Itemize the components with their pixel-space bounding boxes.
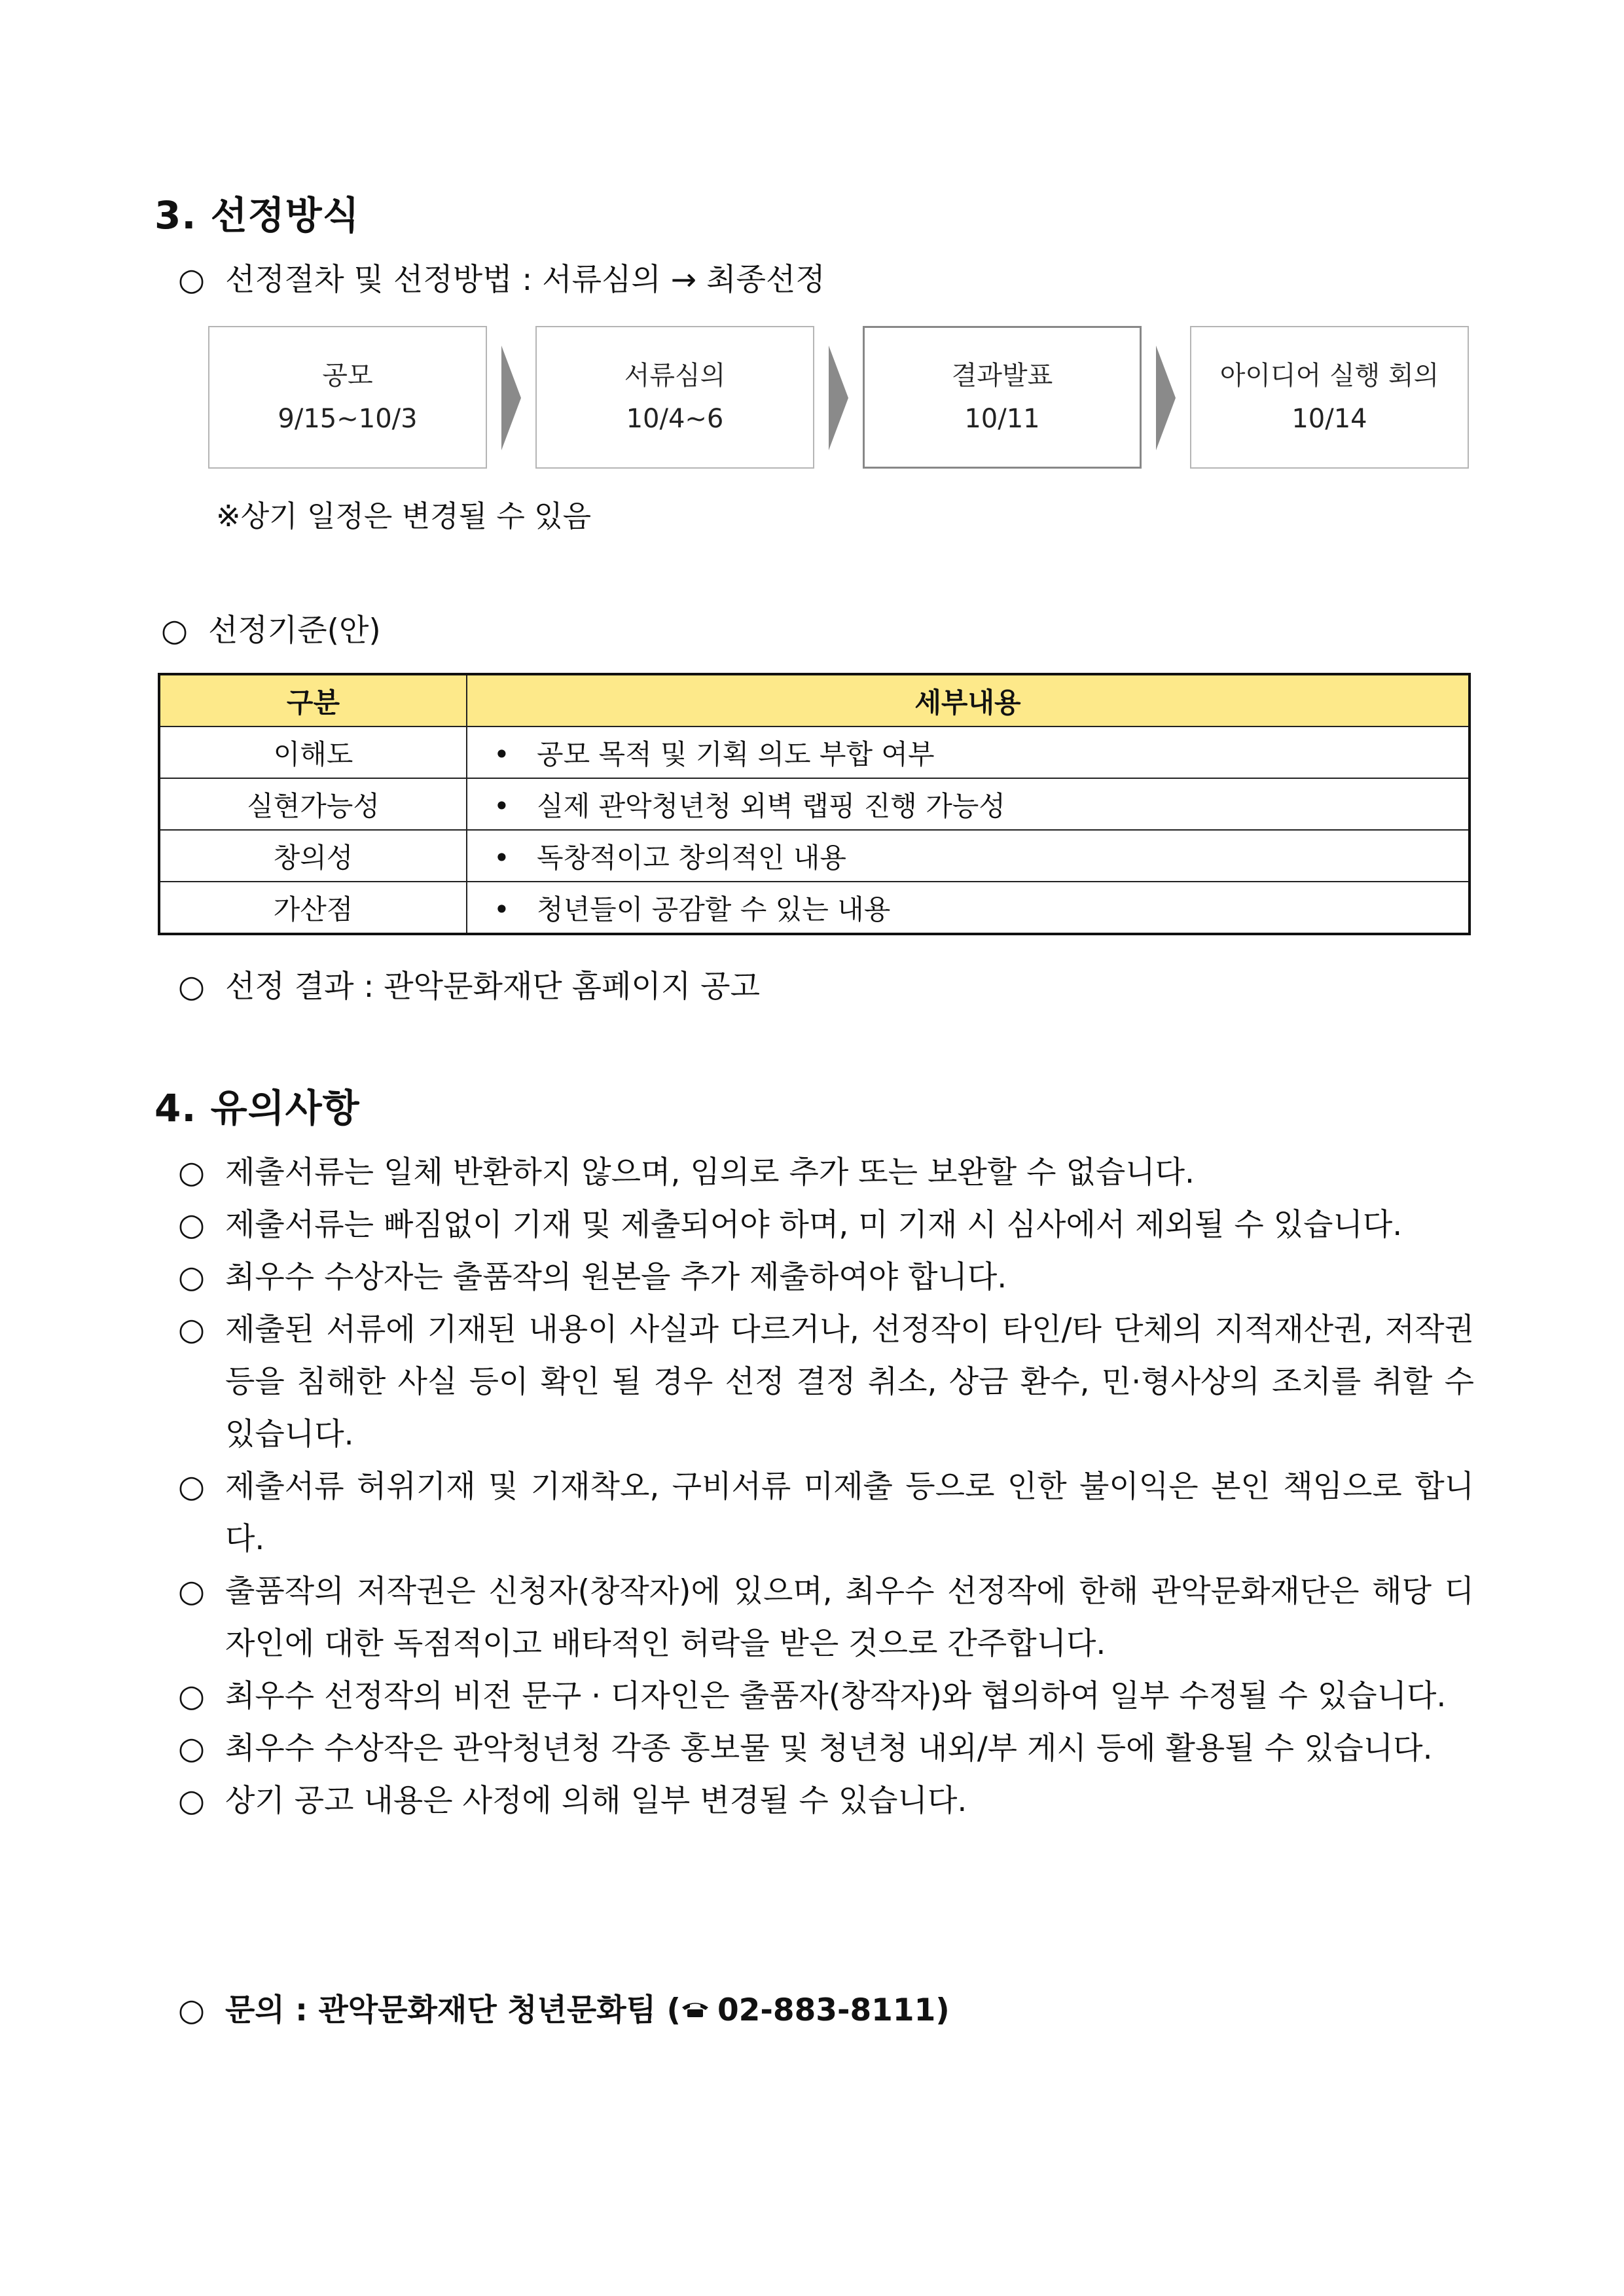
bullet-circle: ○	[161, 613, 189, 649]
bullet-dot: •	[494, 789, 510, 822]
flow-arrow-icon	[501, 346, 521, 450]
bullet-dot: •	[494, 893, 510, 925]
step-date: 10/11	[964, 404, 1040, 434]
step-title: 공모	[322, 361, 373, 391]
bullet-circle: ○	[178, 262, 206, 298]
flow-step-3	[863, 326, 1142, 469]
notice-text: 제출서류 허위기재 및 기재착오, 구비서류 미제출 등으로 인한 불이익은 본인 책임으로 합니다.	[225, 1469, 1474, 1557]
contact-prefix: 문의 : 관악문화재단 청년문화팀 (	[225, 1992, 681, 2028]
section3-heading: 3. 선정방식	[154, 193, 360, 238]
list-item	[178, 1670, 1474, 1723]
detail-text: 청년들이 공감할 수 있는 내용	[537, 893, 891, 925]
list-item	[178, 1461, 1474, 1566]
list-item	[178, 1199, 1474, 1251]
bullet-dot: •	[494, 738, 510, 770]
detail-cell	[467, 830, 1470, 882]
notice-list	[178, 1147, 1474, 1827]
notice-text: 제출된 서류에 기재된 내용이 사실과 다르거나, 선정작이 타인/타 단체의 지적재산권, 저작권 등을 침해한 사실 등이 확인 될 경우 선정 결정 취소, 상금 환수, 민·형사상의 조치를 취할 수 있습니다.	[225, 1312, 1474, 1452]
criteria-title: 선정기준(안)	[208, 613, 381, 649]
process-flow	[208, 326, 1471, 469]
category-cell: 가산점	[159, 882, 467, 934]
criteria-table	[158, 673, 1471, 935]
bullet-circle: ○	[178, 969, 206, 1005]
detail-cell	[467, 882, 1470, 934]
contact-line	[178, 1984, 950, 2037]
section4-heading: 4. 유의사항	[154, 1086, 360, 1130]
step-title: 결과발표	[951, 361, 1053, 391]
table-row	[159, 830, 1470, 882]
result-text: 선정 결과 : 관악문화재단 홈페이지 공고	[225, 969, 760, 1005]
detail-cell	[467, 726, 1470, 778]
bullet-circle: ○	[178, 1259, 206, 1295]
bullet-dot: •	[494, 841, 510, 874]
bullet-circle: ○	[178, 1992, 206, 2028]
table-row	[159, 882, 1470, 934]
category-cell: 실현가능성	[159, 778, 467, 830]
table-header-row	[159, 674, 1470, 726]
bullet-circle: ○	[178, 1678, 206, 1714]
bullet-circle: ○	[178, 1469, 206, 1505]
flow-step-4	[1190, 326, 1469, 469]
detail-text: 공모 목적 및 기획 의도 부합 여부	[537, 738, 935, 770]
notice-text: 출품작의 저작권은 신청자(창작자)에 있으며, 최우수 선정작에 한해 관악문화재단은 해당 디자인에 대한 독점적이고 배타적인 허락을 받은 것으로 간주합니다.	[225, 1573, 1474, 1662]
list-item	[178, 1147, 1474, 1199]
step-date: 10/14	[1291, 404, 1367, 434]
result-line	[178, 961, 760, 1013]
detail-text: 독창적이고 창의적인 내용	[537, 841, 846, 874]
flow-step-1	[208, 326, 487, 469]
category-cell: 창의성	[159, 830, 467, 882]
notice-text: 최우수 수상작은 관악청년청 각종 홍보물 및 청년청 내외/부 게시 등에 활용될 수 있습니다.	[225, 1731, 1433, 1767]
bullet-circle: ○	[178, 1731, 206, 1767]
flow-step-2	[535, 326, 814, 469]
list-item	[178, 1304, 1474, 1461]
criteria-title-line	[161, 605, 381, 657]
table-row	[159, 726, 1470, 778]
bullet-circle: ○	[178, 1573, 206, 1609]
contact-phone: 02-883-8111	[717, 1992, 936, 2028]
notice-text: 최우수 선정작의 비전 문구 · 디자인은 출품자(창작자)와 협의하여 일부 수정될 수 있습니다.	[225, 1678, 1447, 1714]
bullet-circle: ○	[178, 1155, 206, 1191]
notice-text: 제출서류는 빠짐없이 기재 및 제출되어야 하며, 미 기재 시 심사에서 제외될 수 있습니다.	[225, 1207, 1403, 1243]
notice-text: 상기 공고 내용은 사정에 의해 일부 변경될 수 있습니다.	[225, 1783, 967, 1819]
telephone-icon	[681, 2001, 710, 2018]
list-item	[178, 1723, 1474, 1775]
bullet-circle: ○	[178, 1312, 206, 1348]
table-header-detail: 세부내용	[467, 674, 1470, 726]
table-header-category: 구분	[159, 674, 467, 726]
step-title: 아이디어 실행 회의	[1219, 361, 1439, 391]
schedule-note: ※상기 일정은 변경될 수 있음	[216, 499, 592, 533]
bullet-circle: ○	[178, 1783, 206, 1819]
step-date: 10/4~6	[626, 404, 724, 434]
list-item	[178, 1566, 1474, 1670]
procedure-line	[178, 254, 825, 306]
detail-cell	[467, 778, 1470, 830]
list-item	[178, 1775, 1474, 1827]
list-item	[178, 1251, 1474, 1304]
table-row	[159, 778, 1470, 830]
contact-suffix: )	[935, 1992, 950, 2028]
category-cell: 이해도	[159, 726, 467, 778]
step-date: 9/15~10/3	[278, 404, 418, 434]
notice-text: 제출서류는 일체 반환하지 않으며, 임의로 추가 또는 보완할 수 없습니다.	[225, 1155, 1195, 1191]
procedure-text: 선정절차 및 선정방법 : 서류심의 → 최종선정	[225, 262, 825, 298]
bullet-circle: ○	[178, 1207, 206, 1243]
flow-arrow-icon	[1156, 346, 1176, 450]
detail-text: 실제 관악청년청 외벽 랩핑 진행 가능성	[537, 789, 1005, 822]
notice-text: 최우수 수상자는 출품작의 원본을 추가 제출하여야 합니다.	[225, 1259, 1007, 1295]
flow-arrow-icon	[829, 346, 848, 450]
step-title: 서류심의	[624, 361, 726, 391]
